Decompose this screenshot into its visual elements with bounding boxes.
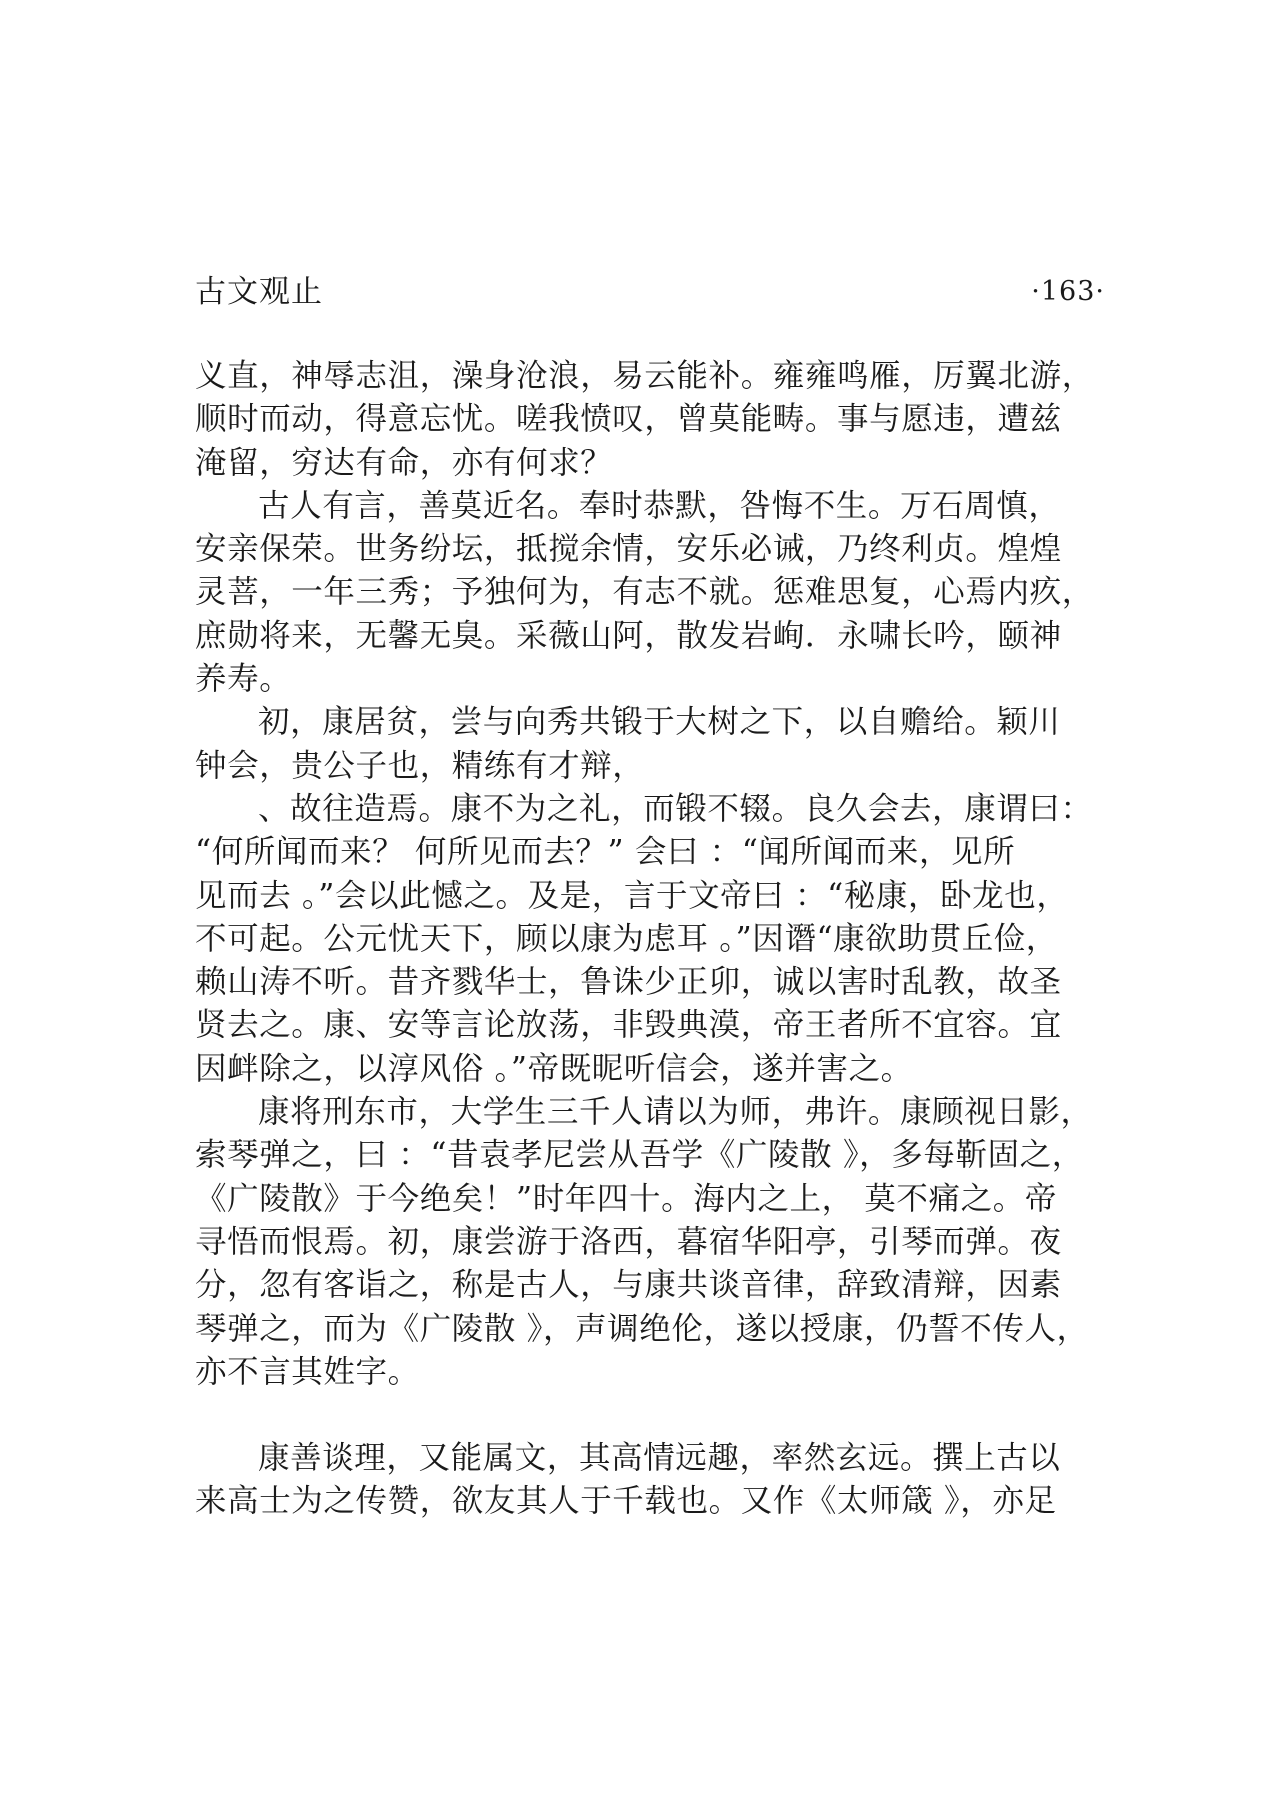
book-title: 古文观止 [195,274,323,310]
text-line: 养寿。 [195,661,292,698]
text-line: 义直，神辱志沮，澡身沧浪，易云能补。雍雍鸣雁，厉翼北游， [195,358,1094,394]
text-line: 康善谈理，又能属文，其高情远趣，率然玄远。撰上古以 [258,1440,1061,1477]
text-line: 顺时而动，得意忘忧。嗟我愤叹，曾莫能畴。事与愿违，遭兹 [195,401,1062,438]
text-line: 灵菩，一年三秀；予独何为，有志不就。惩难思复，心焉内疚， [195,574,1094,611]
text-line: 钟会，贵公子也，精练有才辩， [195,747,645,784]
text-line: 贤去之。康、安等言论放荡，非毁典漠，帝王者所不宜容。宜 [195,1007,1062,1044]
page-number: ·163· [1031,276,1105,307]
text-line: 庶勋将来，无馨无臭。采薇山阿，散发岩峋．永啸长吟，颐神 [195,617,1062,654]
text-line: 亦不言其姓字。 [195,1353,420,1390]
text-line: 淹留，穷达有命，亦有何求？ [195,444,613,481]
text-line: 古人有言，善莫近名。奉时恭默，咎悔不生。万石周慎， [258,487,1061,524]
text-line: 寻悟而恨焉。初，康尝游于洛西，暮宿华阳亭，引琴而弹。夜 [195,1223,1062,1260]
text-line: 因衅除之，以淳风俗 。”帝既昵听信会，遂并害之。 [195,1050,913,1087]
paragraph-gap [195,1394,1105,1437]
text-line: 赖山涛不听。昔齐戮华士，鲁诛少正卯，诚以害时乱教，故圣 [195,964,1062,1001]
text-line: 琴弹之，而为《广陵散 》，声调绝伦，遂以授康，仍誓不传人， [195,1310,1089,1347]
text-line: 、故往造焉。康不为之礼，而锻不辍。良久会去，康谓曰： [258,790,1093,827]
text-line: 不可起。公元忧天下，顾以康为虑耳 。”因谮“康欲助贯丘俭， [195,920,1058,957]
text-line: 见而去 。”会以此憾之。及是，言于文帝曰 ：“秘康，卧龙也， [195,877,1069,914]
page-header [195,272,1105,312]
text-line: 来高士为之传赞，欲友其人于千载也。又作《太师箴 》，亦足 [195,1483,1057,1520]
text-line: 《广陵散》于今绝矣！”时年四十。海内之上， 莫不痛之。帝 [195,1180,1057,1217]
text-line: 分，忽有客诣之，称是古人，与康共谈音律，辞致清辩，因素 [195,1267,1062,1304]
text-line: 康将刑东市，大学生三千人请以为师，弗许。康顾视日影， [258,1094,1093,1131]
text-line: 初，康居贫，尝与向秀共锻于大树之下，以自赡给。颖川 [258,704,1061,741]
text-line: 安亲保荣。世务纷坛，抵搅余情，安乐必诫，乃终利贞。煌煌 [195,531,1062,568]
body-text [195,355,1105,1524]
text-line: “何所闻而来？ 何所见而去？” 会曰 ：“闻所闻而来，见所 [195,834,1016,871]
text-line: 索琴弹之，曰 ：“昔袁孝尼尝从吾学《广陵散 》，多每靳固之， [195,1137,1084,1174]
